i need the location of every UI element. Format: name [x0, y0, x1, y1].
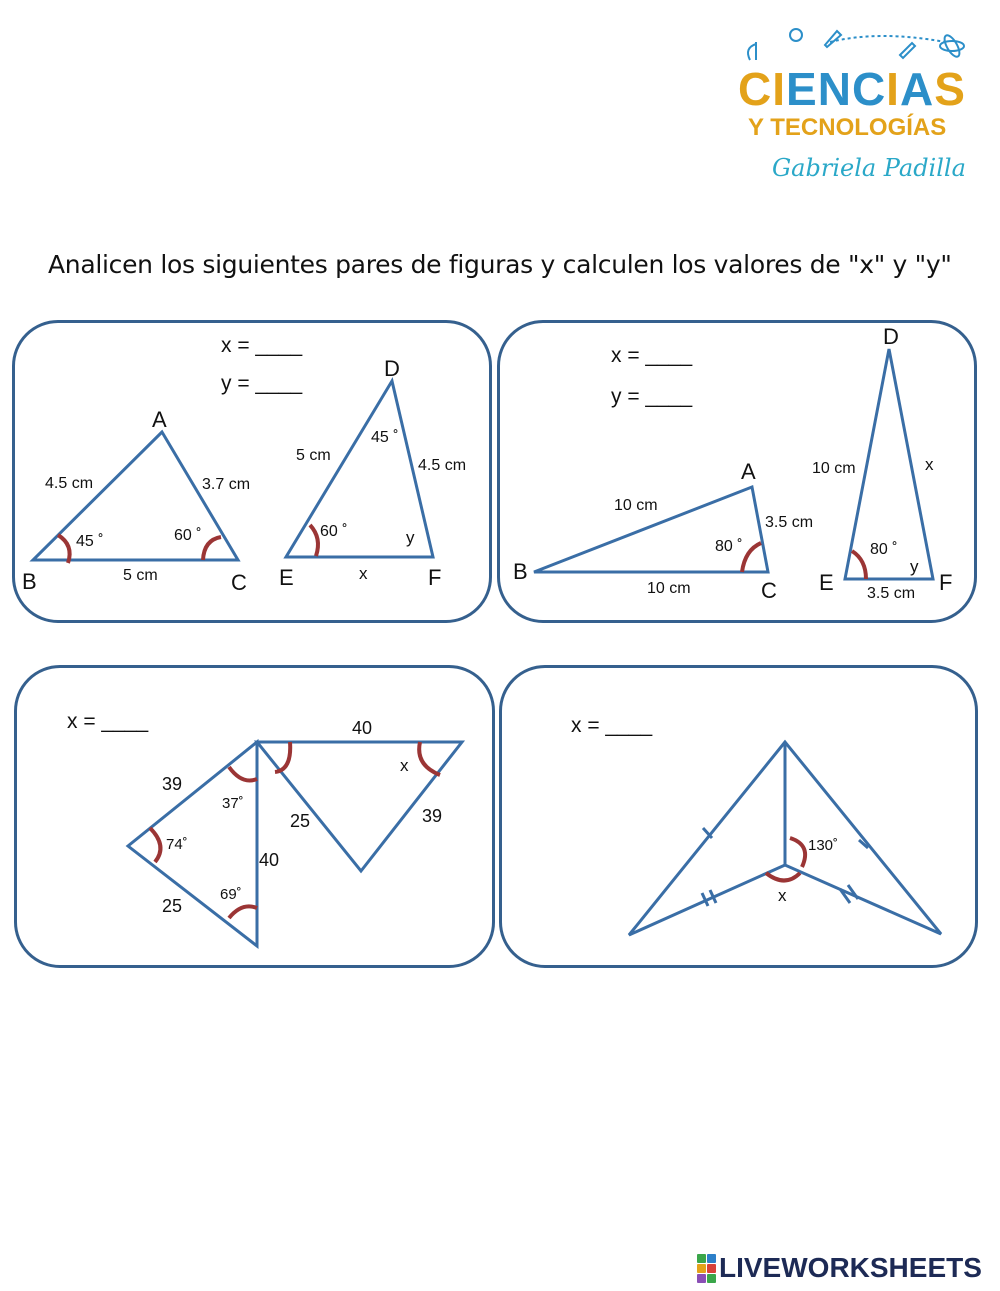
p3-answer-x: x = ____ — [67, 710, 149, 733]
angle-arc-69 — [229, 906, 257, 918]
p2-side-bc: 10 cm — [647, 580, 691, 597]
p1-side-ac: 3.7 cm — [202, 476, 251, 493]
p2-vertex-c: C — [761, 578, 777, 603]
angle-arc-c2 — [742, 543, 761, 572]
p1-vertex-f: F — [428, 565, 442, 590]
p1-answer-y: y = ____ — [221, 372, 303, 395]
logo-title: CIENCIAS — [738, 63, 966, 115]
p2-angle-f: y — [910, 557, 919, 576]
instructions: Analicen los siguientes pares de figuras y calculen los valores de "x" y "y" — [48, 250, 952, 279]
p1-angle-e: 60 ˚ — [320, 523, 348, 540]
liveworksheets-logo-icon — [697, 1254, 716, 1283]
p2-side-de: 10 cm — [812, 460, 856, 477]
p1-answer-x: x = ____ — [221, 334, 303, 357]
p2-vertex-a: A — [741, 459, 756, 484]
p1-angle-d: 45 ˚ — [371, 429, 399, 446]
p3-side-40-right: 40 — [352, 718, 373, 738]
angle-arc-x — [419, 742, 440, 775]
p3-side-25-left: 25 — [162, 896, 183, 916]
p2-side-ab: 10 cm — [614, 497, 658, 514]
angle-arc-x4 — [766, 873, 800, 881]
p3-angle-37: 37˚ — [222, 795, 244, 812]
p4-angle-x: x — [778, 886, 787, 905]
p1-angle-f: y — [406, 528, 415, 547]
p2-vertex-f: F — [939, 570, 953, 595]
p4-angle-130: 130˚ — [808, 837, 839, 854]
p3-angle-69: 69˚ — [220, 886, 242, 903]
p1-side-df: 4.5 cm — [418, 457, 467, 474]
p3-side-25-right: 25 — [290, 811, 311, 831]
p1-vertex-c: C — [231, 570, 247, 595]
p1-angle-b: 45 ˚ — [76, 533, 104, 550]
p2-angle-c: 80 ˚ — [715, 538, 743, 555]
p3-side-39-right: 39 — [422, 806, 443, 826]
angle-arc-e2 — [852, 551, 866, 579]
p2-side-ac: 3.5 cm — [765, 514, 814, 531]
angle-arc-e — [310, 525, 318, 556]
p1-vertex-d: D — [384, 356, 400, 381]
p3-side-40-left: 40 — [259, 850, 280, 870]
p2-vertex-b: B — [513, 559, 528, 584]
p3-angle-74: 74˚ — [166, 836, 188, 853]
triangle-left-3 — [128, 742, 257, 946]
angle-arc-74 — [150, 828, 160, 862]
p1-vertex-e: E — [279, 565, 294, 590]
logo-subtitle: Y TECNOLOGÍAS — [748, 114, 947, 141]
p2-side-ef: 3.5 cm — [867, 585, 916, 602]
logo-author: Gabriela Padilla — [772, 154, 966, 182]
angle-arc-37 — [229, 767, 257, 781]
p1-vertex-a: A — [152, 407, 167, 432]
p1-angle-c: 60 ˚ — [174, 527, 202, 544]
footer-brand-text: LIVEWORKSHEETS — [719, 1252, 982, 1283]
p1-vertex-b: B — [22, 569, 37, 594]
p2-angle-e: 80 ˚ — [870, 541, 898, 558]
p2-vertex-e: E — [819, 570, 834, 595]
p1-side-ef: x — [359, 564, 368, 583]
p1-side-ab: 4.5 cm — [45, 475, 94, 492]
p2-side-df: x — [925, 455, 934, 474]
p1-side-de: 5 cm — [296, 447, 331, 464]
angle-arc-130 — [790, 838, 805, 867]
angle-arc-c — [203, 537, 221, 560]
p3-side-39-left: 39 — [162, 774, 183, 794]
p3-angle-x: x — [400, 756, 409, 775]
p2-answer-y: y = ____ — [611, 385, 693, 408]
p1-side-bc: 5 cm — [123, 567, 158, 584]
p4-answer-x: x = ____ — [571, 714, 653, 737]
p2-vertex-d: D — [883, 324, 899, 349]
footer-brand — [697, 1253, 982, 1283]
p2-answer-x: x = ____ — [611, 344, 693, 367]
